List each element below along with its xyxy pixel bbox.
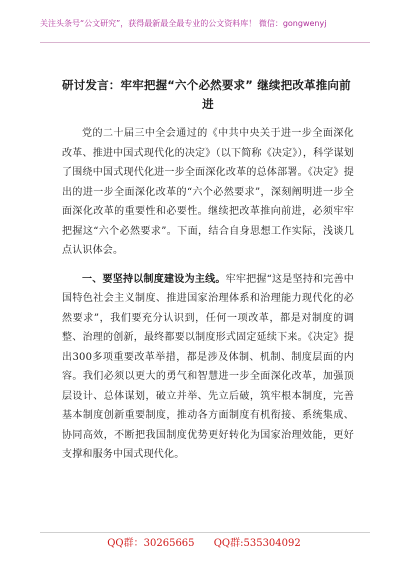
- document-title: [62, 76, 354, 114]
- section-text: 牢牢把握“这是坚持和完善中国特色社会主义制度、推进国家治理体系和治理能力现代化的必然要求”，我们要充分认识到，任何一项改革，都是对制度的调整、治理的创新，最终都要以制度形式固定延续下来。《决定》提出300多项重要改革举措，都是涉及体制、机制、制度层面的内容。我们必须以更大的勇气和智慧进一步全面深化改革，加强顶层设计、总体谋划，破立并举、先立后破，筑牢根本制度，完善基本制度创新重要制度，推动各方面制度有机衔接、系统集成、协同高效，不断把我国制度优势更好转化为国家治理效能，更好支撑和服务中国式现代化。: [62, 273, 354, 460]
- page-footer: [0, 534, 408, 549]
- title-line-1: 研讨发言：牢牢把握“六个必然要求” 继续把改革推向前: [62, 78, 351, 92]
- footer-divider: [40, 532, 370, 533]
- paragraph-section-1: [62, 270, 354, 465]
- page-header: 关注头条号“公文研究”，获得最新最全最专业的公文资料库！ 微信：gongwenyj: [40, 19, 327, 28]
- header-divider: [40, 42, 370, 43]
- footer-qq-group-1: QQ群：30265665: [107, 538, 195, 549]
- paragraph-intro: 党的二十届三中全会通过的《中共中央关于进一步全面深化改革、推进中国式现代化的决定》（以下简称《决定》），科学谋划了围绕中国式现代化进一步全面深化改革的总体部署。《决定》提出的进一步全面深化改革的“六个必然要求”，深刻阐明进一步全面深化改革的重要性和必要性。继续把改革推向前进，必须牢牢把握这“六个必然要求”。下面，结合自身思想工作实际，浅谈几点认识体会。: [62, 128, 354, 256]
- section-heading: 一、要坚持以制度建设为主线。: [82, 273, 226, 285]
- title-line-2: 进: [202, 97, 214, 111]
- footer-qq-group-2: QQ群:535304092: [213, 538, 301, 549]
- document-body: [62, 124, 354, 465]
